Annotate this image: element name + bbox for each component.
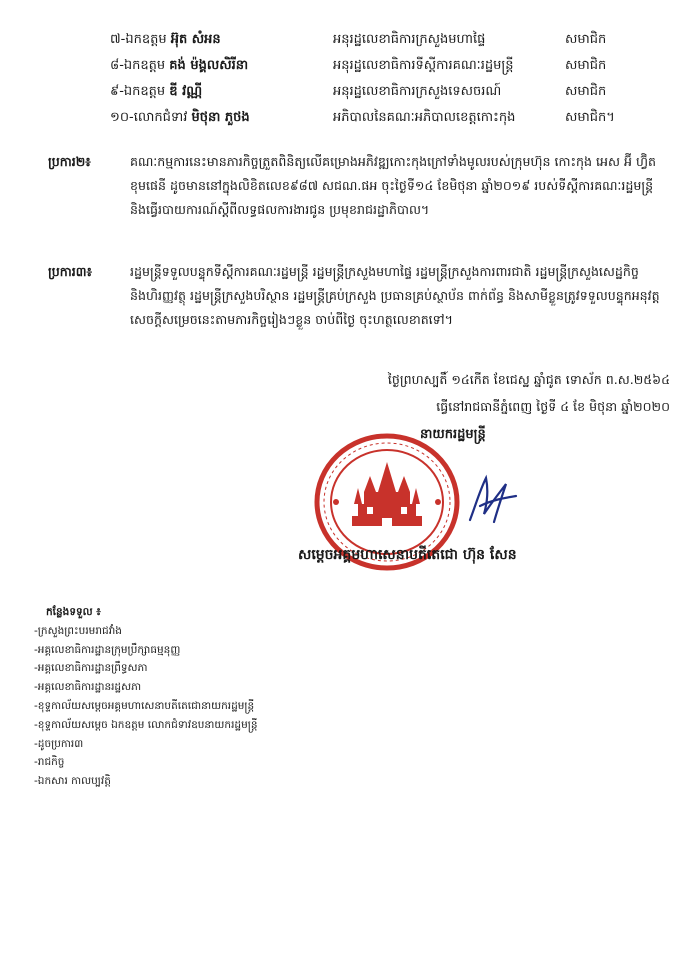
lunar-date: ថ្ងៃព្រហស្បតិ៍ ១៤កើត ខែជេស្ឋ ឆ្នាំជូត ទោស័ក ព.ស.២៥៦៤ <box>387 372 670 387</box>
member-status: សមាជិក <box>565 32 607 47</box>
member-status: សមាជិក <box>565 84 607 99</box>
recipient-item: -អគ្គលេខាធិការដ្ឋានព្រឹទ្ធសភា <box>34 662 148 675</box>
solar-date: ធ្វើនៅរាជធានីភ្នំពេញ ថ្ងៃទី ៤ ខែ មិថុនា ឆ្នាំ២០២០ <box>436 399 670 414</box>
article-label: ប្រការ២៖ <box>48 154 91 169</box>
article-2 <box>48 150 668 222</box>
member-status: សមាជិក។ <box>565 110 615 125</box>
recipient-item: -រាជកិច្ច <box>34 756 65 769</box>
article-label: ប្រការ៣៖ <box>48 264 93 279</box>
member-role: អនុរដ្ឋលេខាធិការក្រសួងមហាផ្ទៃ <box>333 32 486 47</box>
signer-name: សម្តេចអគ្គមហាសេនាបតីតេជោ ហ៊ុន សែន <box>298 547 517 563</box>
member-title-name: ៩-ឯកឧត្តម ឌី វណ្ណី <box>110 84 203 99</box>
member-title-name: ៨-ឯកឧត្តម គង់ ម៉ង្គលសិរីនា <box>110 58 249 73</box>
article-text: រដ្ឋមន្ត្រីទទួលបន្ទុកទីស្តីការគណៈរដ្ឋមន្ត្រី រដ្ឋមន្ត្រីក្រសួងមហាផ្ទៃ រដ្ឋមន្ត្រីក្រសួងការពារជាតិ រដ្ឋមន្ត្រីក្រសួងសេដ្ឋកិច្ច និងហិរញ្ញវត្ថុ រដ្ឋមន្ត្រីក្រសួងបរិស្ថាន រដ្ឋមន្ត្រីគ្រប់ក្រសួង ប្រធានគ្រប់ស្ថាប័ន ពាក់ព័ន្ធ និងសាមីខ្លួនត្រូវទទួលបន្ទុកអនុវត្តសេចក្តីសម្រេចនេះតាមភារកិច្ចរៀងៗខ្លួន ចាប់ពីថ្ងៃ ចុះហត្ថលេខាតទៅ។ <box>130 264 660 327</box>
recipient-item: -ខុទ្ទកាល័យសម្តេចអគ្គមហាសេនាបតីតេជោនាយករដ្ឋមន្ត្រី <box>34 699 255 712</box>
article-3 <box>48 260 668 332</box>
member-role: អភិបាលនៃគណៈអភិបាលខេត្តកោះកុង <box>333 110 516 125</box>
recipient-item: -ឯកសារ កាលប្បវត្តិ <box>34 775 111 788</box>
signature <box>462 470 522 530</box>
recipients-list <box>34 603 258 791</box>
recipient-item: -ខុទ្ទកាល័យសម្តេច ឯកឧត្តម លោកជំទាវឧបនាយករដ្ឋមន្ត្រី <box>34 718 258 731</box>
recipient-item: -ដូចប្រការ៣ <box>34 737 84 750</box>
member-role: អនុរដ្ឋលេខាធិការទីស្តីការគណៈរដ្ឋមន្ត្រី <box>333 58 514 73</box>
member-status: សមាជិក <box>565 58 607 73</box>
member-title-name: ៧-ឯកឧត្តម អ៊ុត សំអន <box>110 32 221 47</box>
member-role: អនុរដ្ឋលេខាធិការក្រសួងទេសចរណ៍ <box>333 84 502 99</box>
recipient-item: -ក្រសួងព្រះបរមរាជវាំង <box>34 624 122 637</box>
recipient-item: -អគ្គលេខាធិការដ្ឋានរដ្ឋសភា <box>34 681 142 694</box>
article-text: គណៈកម្មការនេះមានភារកិច្ចត្រួតពិនិត្យលើគម្រោងអភិវឌ្ឍកោះកុងក្រៅទាំងមូលរបស់ក្រុមហ៊ុន កោះកុង អេស អ៊ី ហ្វ៊ិត ខុមផេនី ដូចមាននៅក្នុងលិខិតលេខ៩៨៧ សជណ.ផអ ចុះថ្ងៃទី១៤ ខែមិថុនា ឆ្នាំ២០១៩ របស់ទីស្តីការគណៈរដ្ឋមន្ត្រី និងធ្វើរបាយការណ៍ស្តីពីលទ្ធផលការងារជូន ប្រមុខរាជរដ្ឋាភិបាល។ <box>130 154 657 217</box>
member-title-name: ១០-លោកជំទាវ មិថុនា ភួថង <box>110 110 250 125</box>
office-title: នាយករដ្ឋមន្ត្រី <box>420 427 486 442</box>
recipients-heading: កន្លែងទទួល ៖ <box>46 606 101 618</box>
recipient-item: -អគ្គលេខាធិការដ្ឋានក្រុមប្រឹក្សាធម្មនុញ្ញ <box>34 643 181 656</box>
